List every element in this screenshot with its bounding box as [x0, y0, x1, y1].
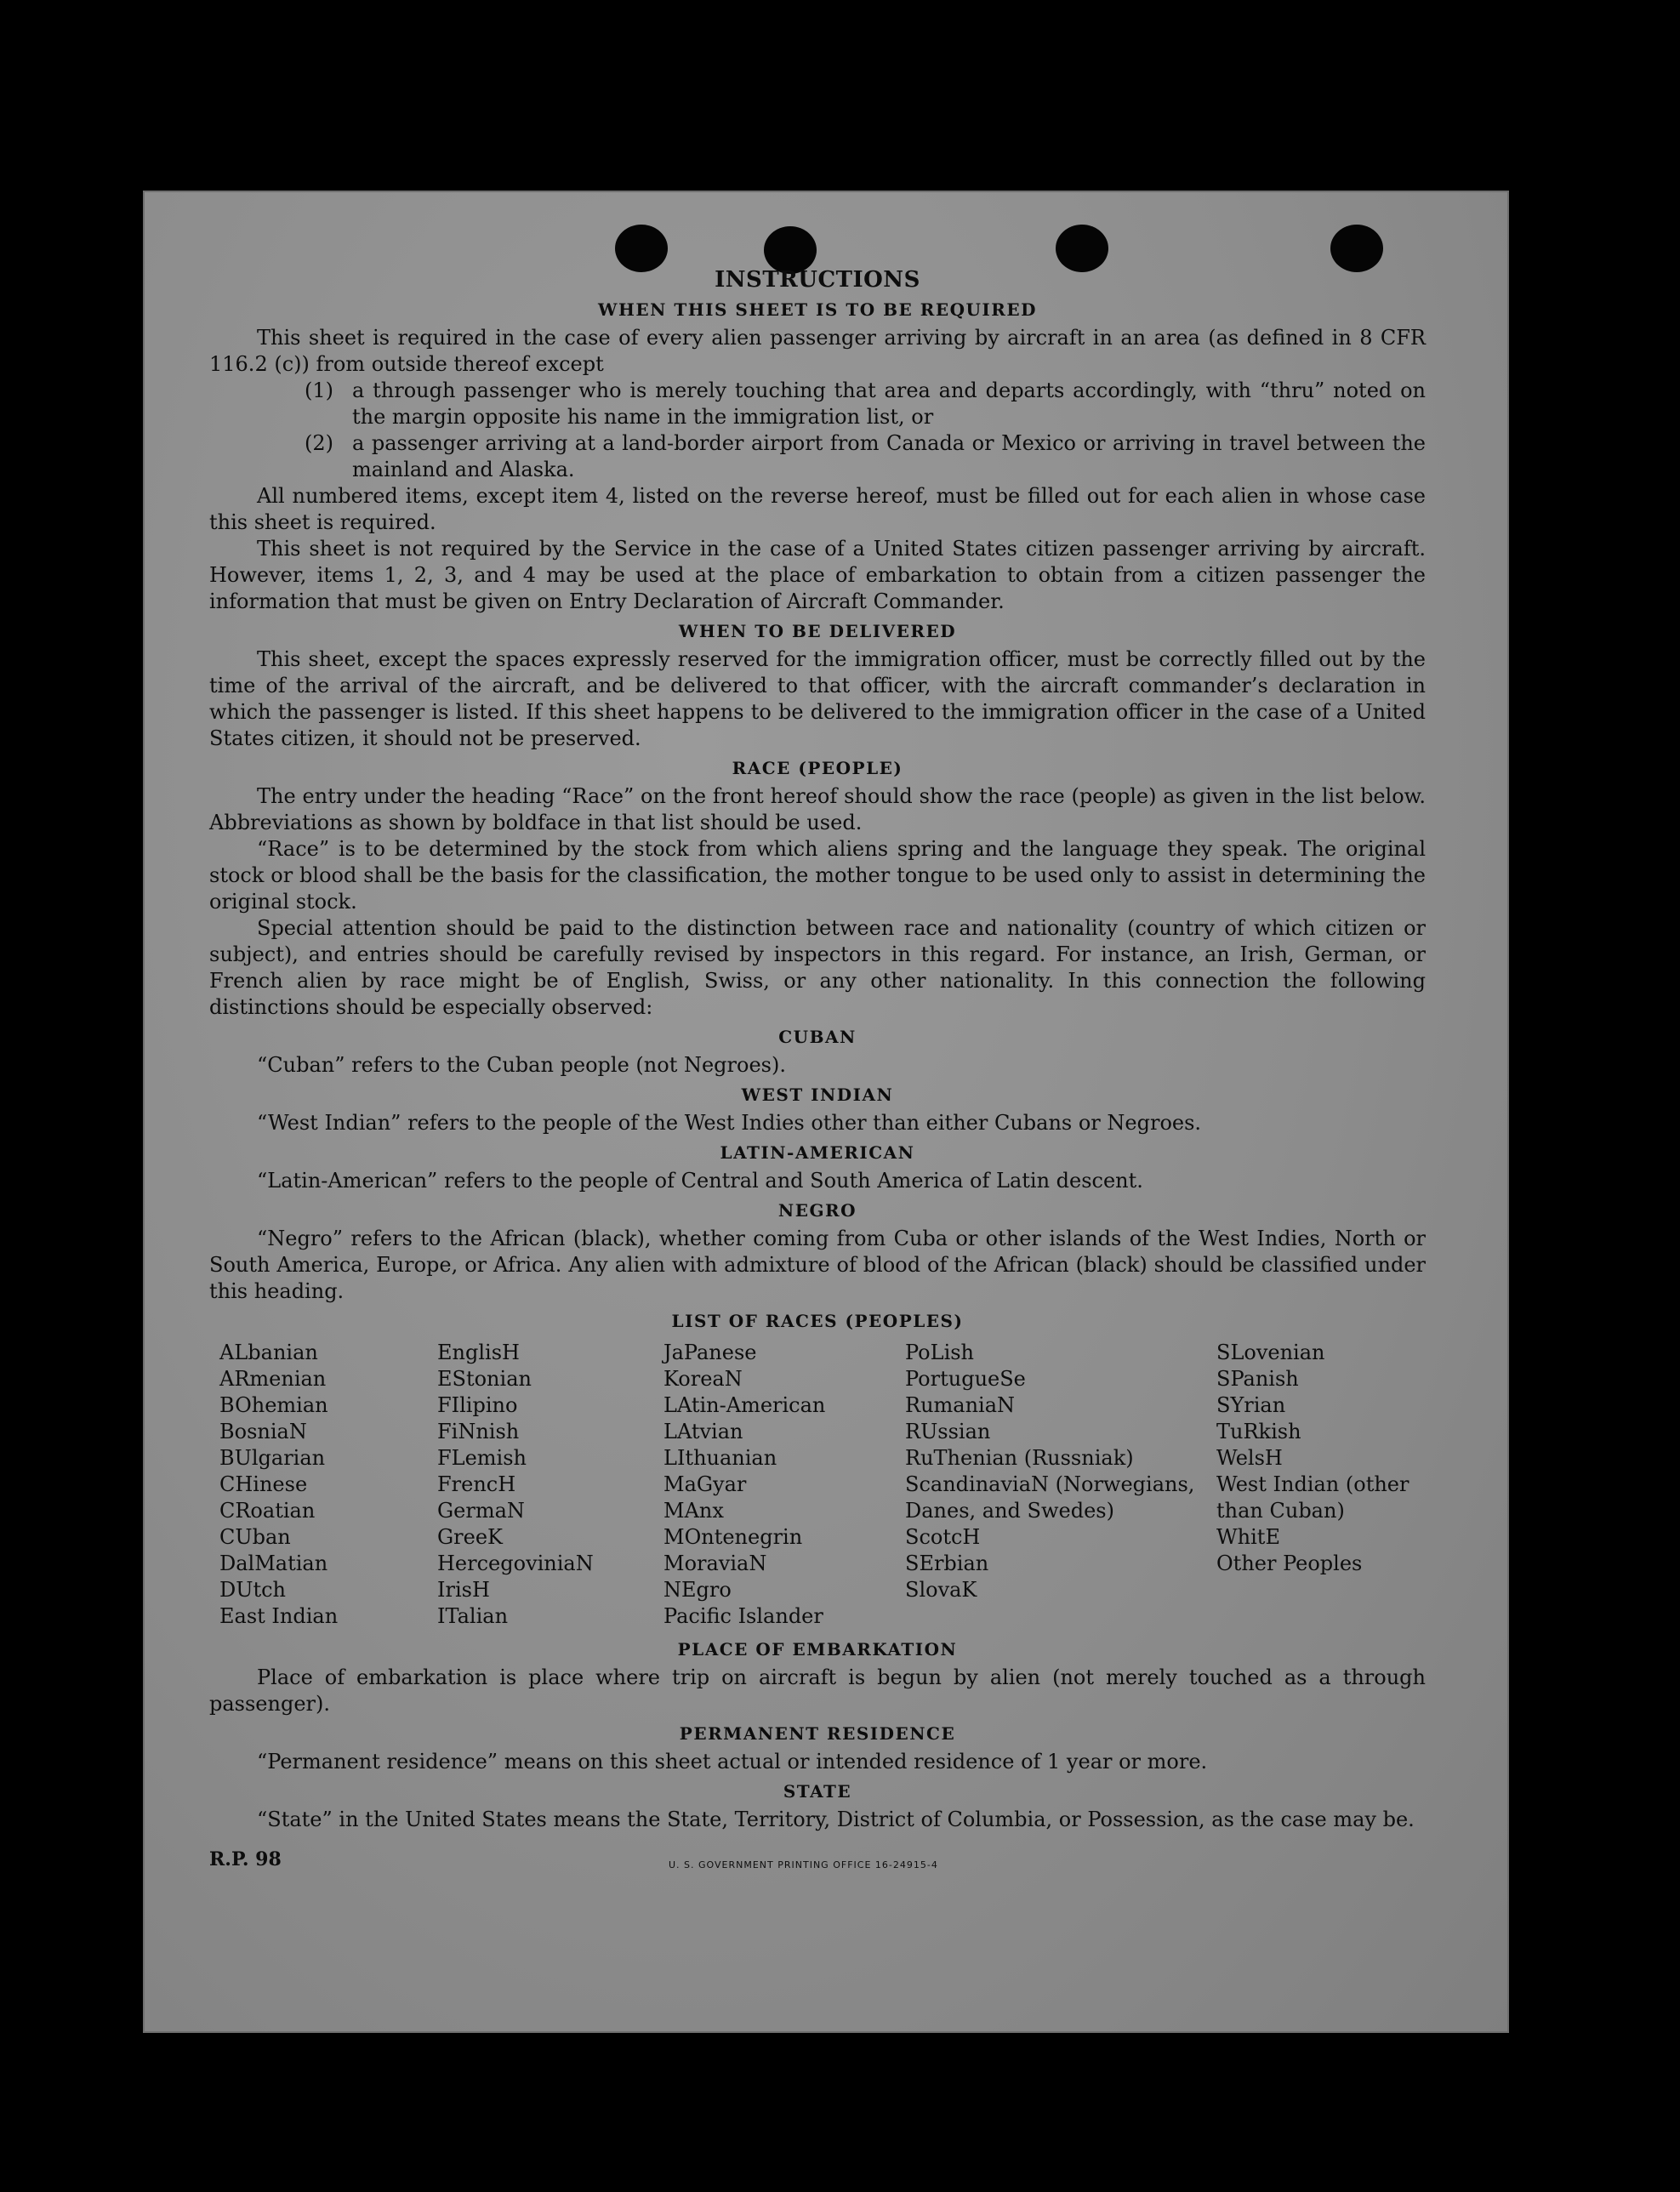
race-entry: MOntenegrin	[663, 1525, 803, 1549]
race-entry: FLemish	[437, 1446, 527, 1470]
race-entry: EnglisH	[437, 1341, 520, 1364]
race-entry: ScandinaviaN (Norwegians, Danes, and Swedes)	[905, 1472, 1195, 1523]
paragraph: Place of embarkation is place where trip on aircraft is begun by alien (not merely touched as a through passenger).	[209, 1665, 1426, 1716]
section-heading: PLACE OF EMBARKATION	[677, 1639, 958, 1660]
race-entry: TuRkish	[1216, 1420, 1301, 1443]
paragraph: “Race” is to be determined by the stock from which aliens spring and the language they speak. The original stock or blood shall be the basis for the classification, the mother tongue to be used only to assist in determining the original stock.	[209, 837, 1426, 914]
races-column	[437, 1340, 663, 1630]
race-entry: MoraviaN	[663, 1551, 767, 1575]
item-number: (1)	[305, 379, 333, 402]
races-column	[905, 1340, 1216, 1630]
race-entry: PoLish	[905, 1341, 975, 1364]
instructions-content	[209, 267, 1426, 1881]
race-entry: LAtvian	[663, 1420, 743, 1443]
printer-imprint: U. S. GOVERNMENT PRINTING OFFICE 16-24915-4	[669, 1859, 938, 1870]
race-entry: WhitE	[1216, 1525, 1280, 1549]
race-entry: ALbanian	[219, 1341, 318, 1364]
race-entry: IrisH	[437, 1578, 490, 1602]
race-entry: CRoatian	[219, 1499, 316, 1523]
item-text: a passenger arriving at a land-border airport from Canada or Mexico or arriving in travel between the mainland and Alaska.	[352, 431, 1426, 481]
section-heading: RACE (PEOPLE)	[732, 758, 903, 778]
paragraph: The entry under the heading “Race” on the front hereof should show the race (people) as given in the list below. Abbreviations as shown by boldface in that list should be used.	[209, 784, 1426, 834]
race-entry: NEgro	[663, 1578, 732, 1602]
race-entry: MAnx	[663, 1499, 724, 1523]
race-entry: WelsH	[1216, 1446, 1283, 1470]
section-heading: WEST INDIAN	[741, 1085, 894, 1105]
race-entry: EStonian	[437, 1367, 532, 1391]
paragraph: “Permanent residence” means on this sheet actual or intended residence of 1 year or more.	[257, 1750, 1208, 1774]
race-entry: RumaniaN	[905, 1393, 1016, 1417]
race-entry: HercegoviniaN	[437, 1551, 594, 1575]
race-entry: GermaN	[437, 1499, 525, 1523]
race-entry: GreeK	[437, 1525, 503, 1549]
section-heading: LIST OF RACES (PEOPLES)	[671, 1311, 964, 1331]
paragraph: This sheet is not required by the Service in the case of a United States citizen passenger arriving by aircraft. However, items 1, 2, 3, and 4 may be used at the place of embarkation to obtain from a citizen passenger the information that must be given on Entry Declaration of Aircraft Commander.	[209, 537, 1426, 613]
paragraph: This sheet, except the spaces expressly reserved for the immigration officer, must be correctly filled out by the time of the arrival of the aircraft, and be delivered to that officer, with the aircraft commander’s declaration in which the passenger is listed. If this sheet happens to be delivered to the immigration officer in the case of a United States citizen, it should not be preserved.	[209, 647, 1426, 750]
item-number: (2)	[305, 431, 333, 455]
race-entry: KoreaN	[663, 1367, 743, 1391]
document-sheet	[143, 191, 1509, 2033]
race-entry: RuThenian (Russniak)	[905, 1446, 1134, 1470]
race-entry: LIthuanian	[663, 1446, 777, 1470]
race-entry: MaGyar	[663, 1472, 747, 1496]
race-entry: BosniaN	[219, 1420, 307, 1443]
paragraph: “State” in the United States means the State, Territory, District of Columbia, or Possession, as the case may be.	[257, 1808, 1415, 1831]
race-entry: DalMatian	[219, 1551, 328, 1575]
punch-hole	[615, 225, 668, 272]
race-entry: Pacific Islander	[663, 1604, 823, 1628]
races-column	[219, 1340, 437, 1630]
race-entry: FiNnish	[437, 1420, 520, 1443]
paragraph: All numbered items, except item 4, listed on the reverse hereof, must be filled out for each alien in whose case this sheet is required.	[209, 484, 1426, 534]
races-column	[1216, 1340, 1429, 1630]
form-number: R.P. 98	[209, 1848, 282, 1870]
race-entry: SLovenian	[1216, 1341, 1325, 1364]
race-entry: LAtin-American	[663, 1393, 826, 1417]
punch-hole	[1330, 225, 1383, 272]
race-entry: CUban	[219, 1525, 291, 1549]
races-list	[219, 1340, 1426, 1630]
exception-item	[305, 430, 1426, 483]
exception-item	[305, 378, 1426, 430]
section-heading: WHEN THIS SHEET IS TO BE REQUIRED	[598, 299, 1037, 320]
race-entry: BUlgarian	[219, 1446, 326, 1470]
section-heading: NEGRO	[777, 1200, 857, 1221]
race-entry: ScotcH	[905, 1525, 981, 1549]
race-entry: ITalian	[437, 1604, 509, 1628]
section-heading: STATE	[783, 1781, 852, 1802]
paragraph: This sheet is required in the case of every alien passenger arriving by aircraft in an area (as defined in 8 CFR 116.2 (c)) from outside thereof except	[209, 326, 1426, 376]
race-entry: Other Peoples	[1216, 1551, 1363, 1575]
paragraph: “Cuban” refers to the Cuban people (not Negroes).	[257, 1053, 786, 1077]
race-entry: FrencH	[437, 1472, 516, 1496]
paragraph: “Latin-American” refers to the people of Central and South America of Latin descent.	[257, 1169, 1143, 1193]
race-entry: RUssian	[905, 1420, 991, 1443]
race-entry: SYrian	[1216, 1393, 1286, 1417]
section-heading: CUBAN	[778, 1027, 857, 1047]
paragraph: Special attention should be paid to the distinction between race and nationality (country of which citizen or subject), and entries should be carefully revised by inspectors in this regard. For instance, an Irish, German, or French alien by race might be of English, Swiss, or any other nationality. In this connection the following distinctions should be especially observed:	[209, 916, 1426, 1019]
punch-hole	[1056, 225, 1108, 272]
race-entry: JaPanese	[663, 1341, 757, 1364]
footer	[209, 1847, 1426, 1881]
race-entry: SErbian	[905, 1551, 989, 1575]
race-entry: DUtch	[219, 1578, 287, 1602]
race-entry: BOhemian	[219, 1393, 328, 1417]
item-text: a through passenger who is merely touching that area and departs accordingly, with “thru” noted on the margin opposite his name in the immigration list, or	[352, 379, 1426, 429]
races-column	[663, 1340, 905, 1630]
race-entry: SlovaK	[905, 1578, 977, 1602]
race-entry: ARmenian	[219, 1367, 327, 1391]
section-heading: WHEN TO BE DELIVERED	[678, 621, 957, 641]
race-entry: FIlipino	[437, 1393, 518, 1417]
race-entry: SPanish	[1216, 1367, 1299, 1391]
race-entry: East Indian	[219, 1604, 339, 1628]
section-heading: PERMANENT RESIDENCE	[679, 1723, 956, 1744]
paragraph: “Negro” refers to the African (black), whether coming from Cuba or other islands of the West Indies, North or South America, Europe, or Africa. Any alien with admixture of blood of the African (black) should be classified under this heading.	[209, 1227, 1426, 1303]
race-entry: PortugueSe	[905, 1367, 1026, 1391]
section-heading: LATIN-AMERICAN	[720, 1142, 915, 1163]
page-title: INSTRUCTIONS	[715, 267, 920, 293]
race-entry: West Indian (other than Cuban)	[1216, 1472, 1409, 1523]
race-entry: CHinese	[219, 1472, 308, 1496]
paragraph: “West Indian” refers to the people of the West Indies other than either Cubans or Negroes.	[257, 1111, 1202, 1135]
